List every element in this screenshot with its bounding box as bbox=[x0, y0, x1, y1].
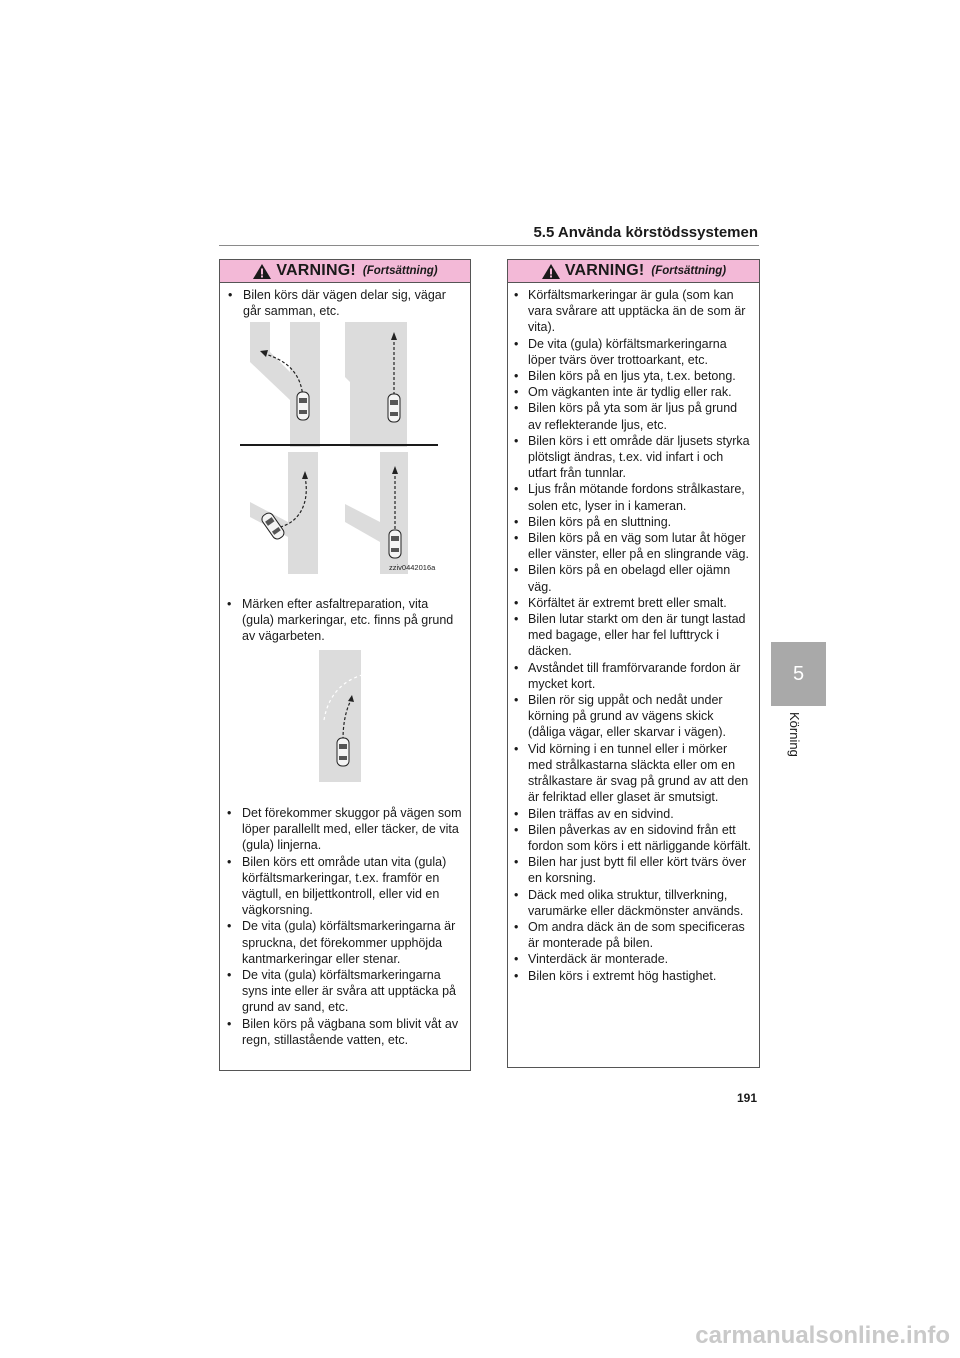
list-item: • Bilen körs på en väg som lutar åt höger eller vänster, eller på en slingrande väg. bbox=[511, 530, 753, 562]
warning-continued: (Fortsättning) bbox=[362, 265, 438, 277]
list-item: • Märken efter asfaltreparation, vita (gula) markeringar, etc. finns på grund av vägarbeten. bbox=[224, 596, 460, 645]
list-item: • Körfältet är extremt brett eller smalt. bbox=[511, 595, 753, 611]
list-item: • Körfältsmarkeringar är gula (som kan vara svårare att upptäcka än de som är vita). bbox=[511, 287, 753, 336]
list-item: • Ljus från mötande fordons strålkastare, solen etc, lyser in i kameran. bbox=[511, 481, 753, 513]
warning-continued: (Fortsättning) bbox=[651, 265, 727, 277]
watermark: carmanualsonline.info bbox=[695, 1322, 950, 1349]
list-item: • Bilen rör sig uppåt och nedåt under körning på grund av vägens skick (dåliga vägar, eller skarvar i vägen). bbox=[511, 692, 753, 741]
warning-header bbox=[508, 260, 759, 283]
list-item: • Bilen körs på en ljus yta, t.ex. betong. bbox=[511, 368, 753, 384]
list-item: • Bilen körs på vägbana som blivit våt av regn, stillastående vatten, etc. bbox=[224, 1016, 464, 1048]
list-item: • Om andra däck än de som specificeras är monterade på bilen. bbox=[511, 919, 753, 951]
list-item: • Avståndet till framförvarande fordon är mycket kort. bbox=[511, 660, 753, 692]
list-item: • De vita (gula) körfältsmarkeringarna är spruckna, det förekommer upphöjda kantmarkeringar eller stenar. bbox=[224, 918, 464, 967]
warning-triangle-icon bbox=[541, 263, 561, 280]
list-item: • Bilen körs på en obelagd eller ojämn väg. bbox=[511, 562, 753, 594]
list-item: • Bilen påverkas av en sidovind från ett fordon som körs i ett närliggande körfält. bbox=[511, 822, 753, 854]
section-title: 5.5 Använda körstödssystemen bbox=[533, 224, 758, 241]
list-item: • Bilen körs där vägen delar sig, vägar går samman, etc. bbox=[225, 287, 464, 319]
road-split-diagram bbox=[240, 322, 445, 574]
title-rule bbox=[219, 245, 759, 246]
list-item: • Vinterdäck är monterade. bbox=[511, 951, 753, 967]
warning-box-right bbox=[507, 259, 760, 1068]
warning-triangle-icon bbox=[252, 263, 272, 280]
figure-code: zziv0442016a bbox=[389, 563, 436, 572]
chapter-label: Körning bbox=[787, 712, 802, 757]
list-item: • De vita (gula) körfältsmarkeringarna syns inte eller är svåra att upptäcka på grund av sand, etc. bbox=[224, 967, 464, 1016]
list-item: • Bilen körs ett område utan vita (gula) körfältsmarkeringar, t.ex. framför en vägtull, en biljettkontroll, eller vid en vägkorsning. bbox=[224, 854, 464, 919]
page-number: 191 bbox=[736, 1091, 757, 1105]
list-item: • Bilen körs på yta som är ljus på grund av reflekterande ljus, etc. bbox=[511, 400, 753, 432]
warning-label: VARNING! bbox=[276, 262, 356, 279]
list-item: • Däck med olika struktur, tillverkning, varumärke eller däckmönster används. bbox=[511, 887, 753, 919]
list-item: • Bilen körs i ett område där ljusets styrka plötsligt ändras, t.ex. vid infart i och utfart från tunnlar. bbox=[511, 433, 753, 482]
list-item: • Om vägkanten inte är tydlig eller rak. bbox=[511, 384, 753, 400]
list-item: • Bilen körs i extremt hög hastighet. bbox=[511, 968, 753, 984]
list-item: • Vid körning i en tunnel eller i mörker med strålkastarna släckta eller om en strålkastare är svag på grund av att den är felriktad eller glaset är smutsigt. bbox=[511, 741, 753, 806]
right-list bbox=[508, 283, 759, 984]
chapter-number: 5 bbox=[792, 662, 805, 685]
warning-header bbox=[220, 260, 470, 283]
list-item: • Bilen körs på en sluttning. bbox=[511, 514, 753, 530]
list-item: • Bilen träffas av en sidvind. bbox=[511, 806, 753, 822]
list-item: • De vita (gula) körfältsmarkeringarna löper tvärs över trottoarkant, etc. bbox=[511, 336, 753, 368]
list-item: • Bilen lutar starkt om den är tungt lastad med bagage, eller har fel lufttryck i däcken. bbox=[511, 611, 753, 660]
left-list-rest bbox=[224, 805, 464, 1048]
road-repair-diagram bbox=[319, 650, 381, 782]
warning-label: VARNING! bbox=[564, 262, 645, 279]
chapter-tab[interactable] bbox=[771, 642, 826, 706]
list-item: • Bilen har just bytt fil eller kört tvärs över en korsning. bbox=[511, 854, 753, 886]
list-item: • Det förekommer skuggor på vägen som löper parallellt med, eller täcker, de vita (gula) linjerna. bbox=[224, 805, 464, 854]
